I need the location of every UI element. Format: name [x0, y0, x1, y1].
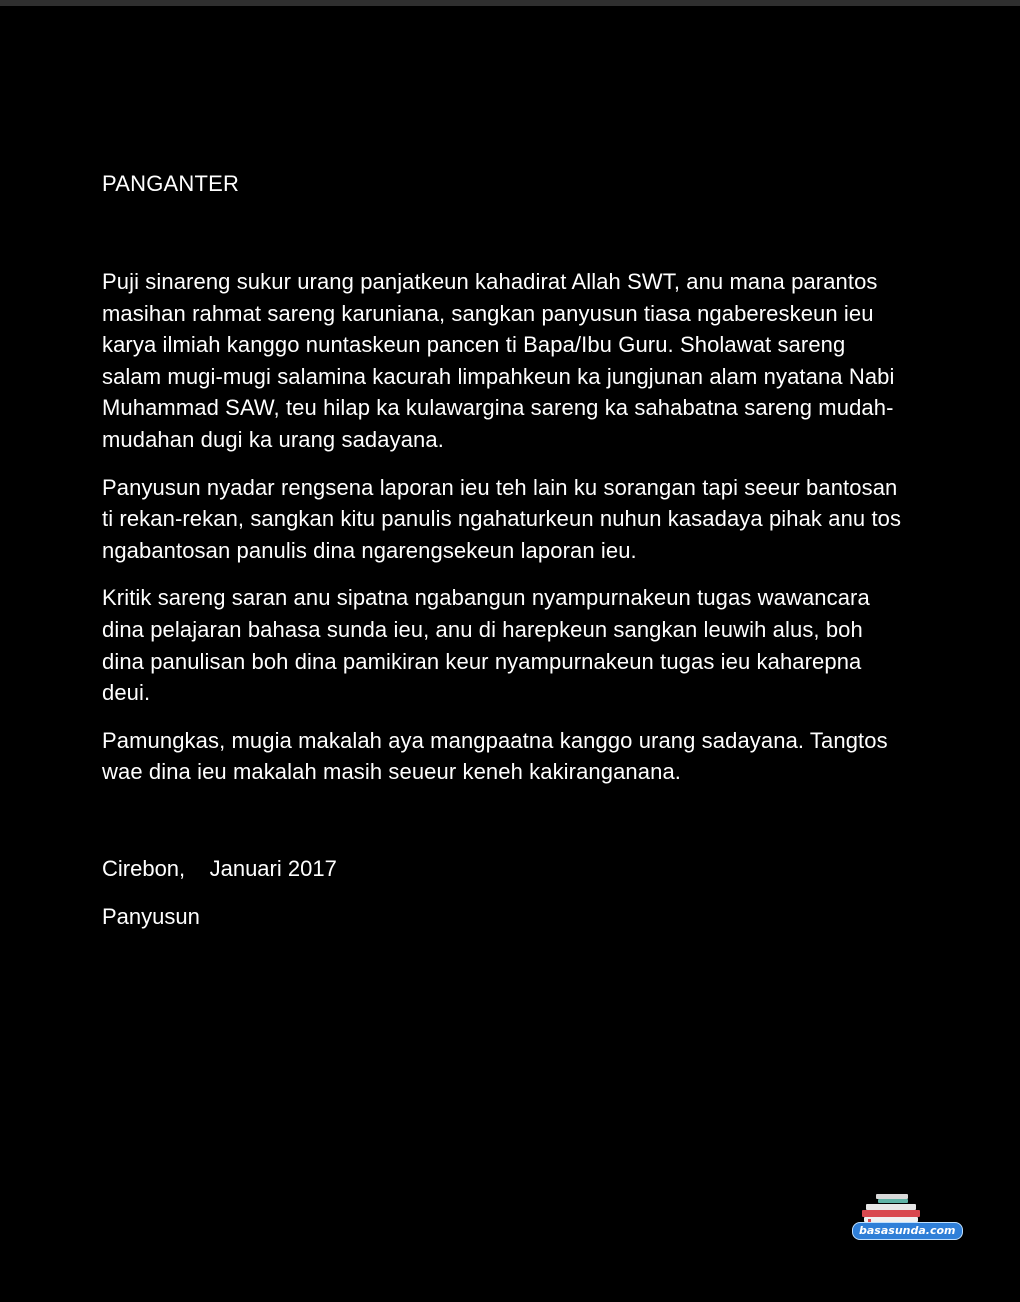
- top-bar: [0, 0, 1020, 6]
- document-heading: PANGANTER: [102, 171, 240, 196]
- signature: Panyusun: [102, 903, 200, 929]
- watermark-logo: [850, 1192, 954, 1242]
- paragraph-1: Puji sinareng sukur urang panjatkeun kahadirat Allah SWT, anu mana parantos masihan rahmat sareng karuniana, sangkan panyusun tiasa ngabereskeun ieu karya ilmiah kanggo nuntaskeun pancen ti Bapa/Ibu Guru. Sholawat sareng salam mugi-mugi salamina kacurah limpahkeun ka jungjunan alam nyatana Nabi Muhammad SAW, teu hilap ka kulawargina sareng ka sahabatna sareng mudah-mudahan dugi ka urang sadayana.: [102, 269, 895, 452]
- paragraph-2: Panyusun nyadar rengsena laporan ieu teh lain ku sorangan tapi seeur bantosan ti rekan-rekan, sangkan kitu panulis ngahaturkeun nuhun kasadaya pihak anu tos ngabantosan panulis dina ngarengsekeun laporan ieu.: [102, 474, 902, 563]
- document-page: [102, 168, 902, 949]
- place-date: Cirebon, Januari 2017: [102, 855, 337, 881]
- paragraph-4: Pamungkas, mugia makalah aya mangpaatna kanggo urang sadayana. Tangtos wae dina ieu makalah masih seueur keneh kakiranganana.: [102, 727, 888, 785]
- paragraph-3: Kritik sareng saran anu sipatna ngabangun nyampurnakeun tugas wawancara dina pelajaran bahasa sunda ieu, anu di harepkeun sangkan leuwih alus, boh dina panulisan boh dina pamikiran keur nyampurnakeun tugas ieu kaharepna deui.: [102, 585, 870, 706]
- watermark-text: basasunda.com: [852, 1222, 963, 1240]
